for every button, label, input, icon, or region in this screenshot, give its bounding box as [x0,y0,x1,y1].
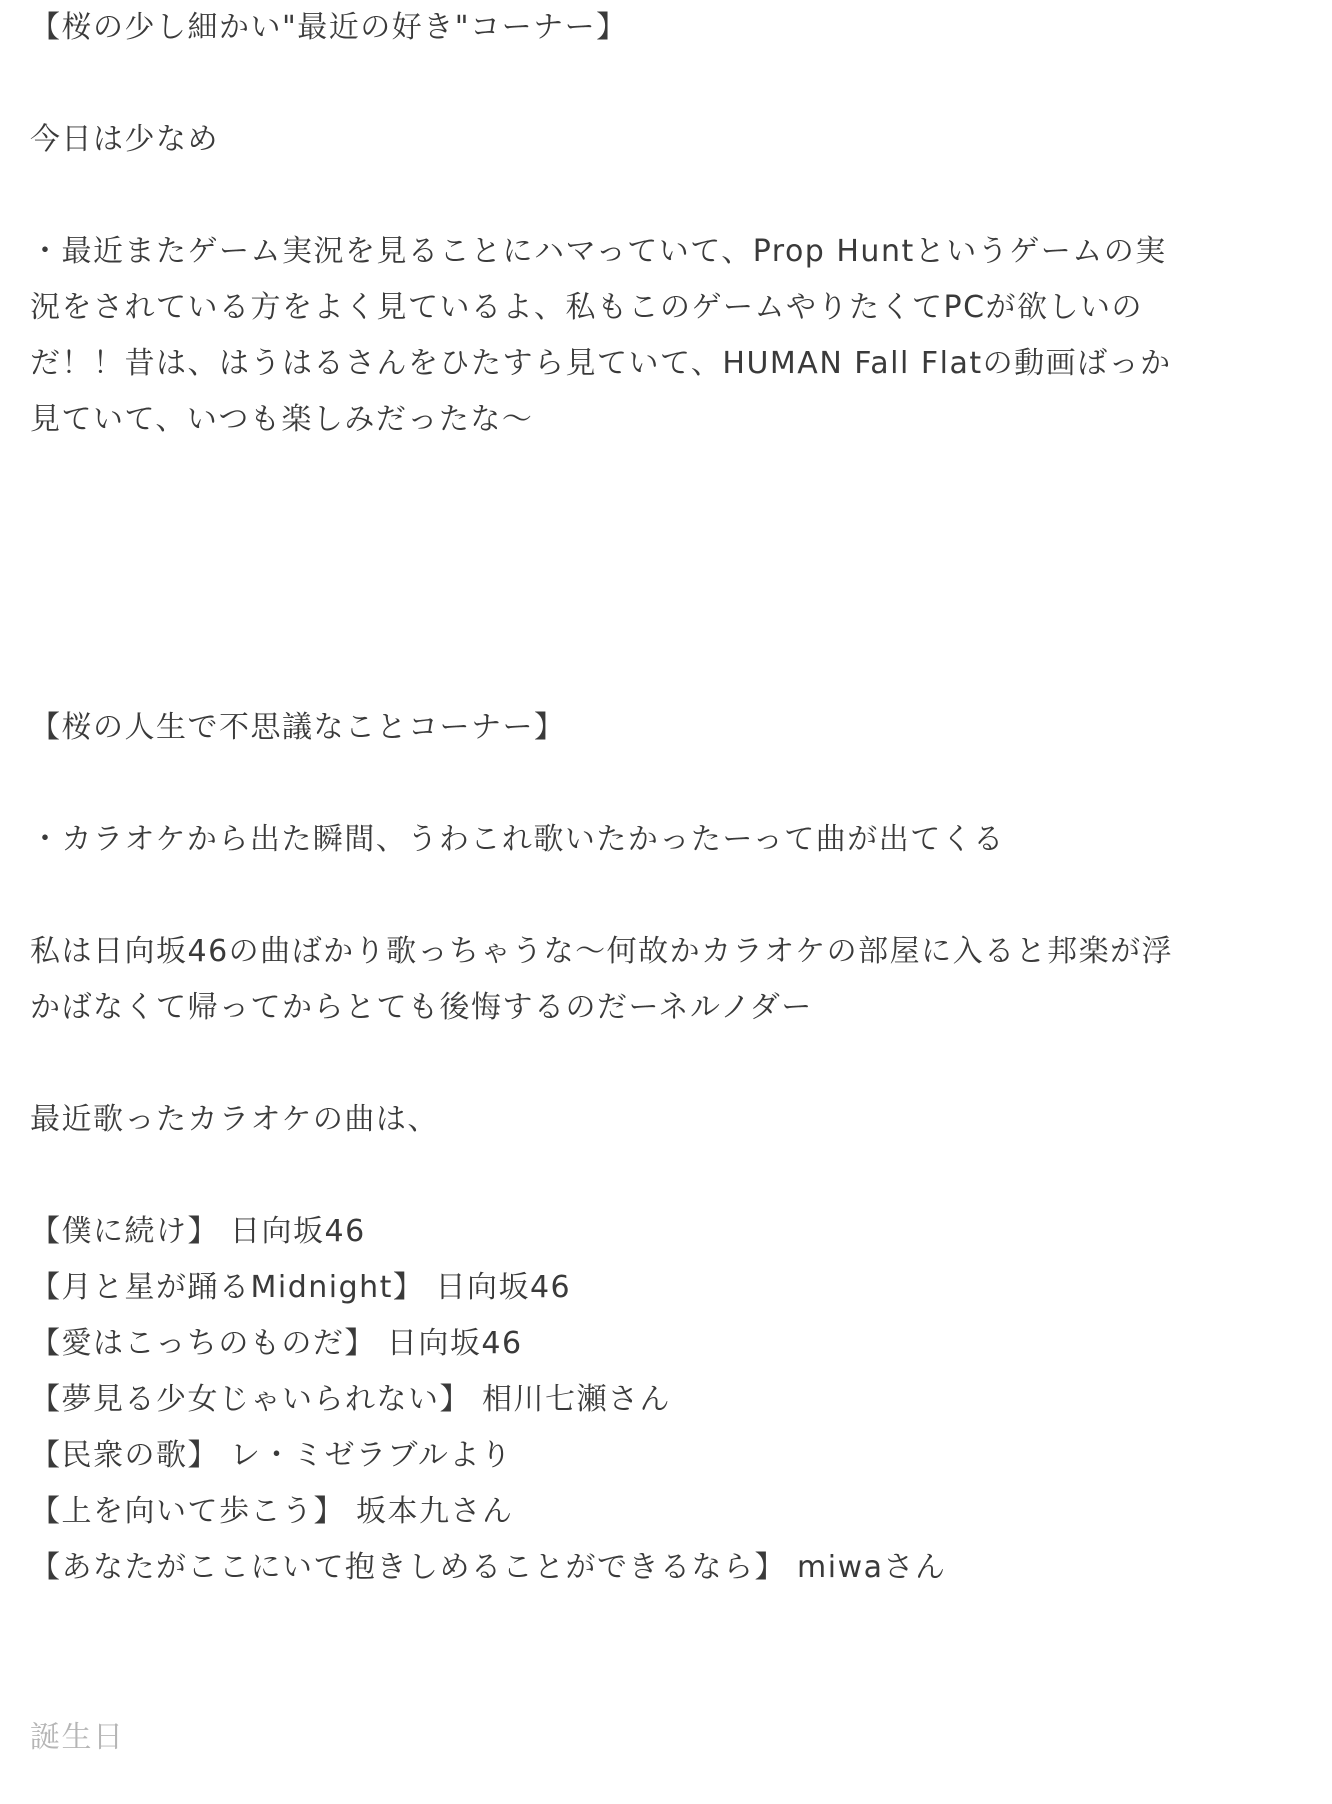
cutoff-text: 誕生日 [30,1720,125,1755]
song-item: 【民衆の歌】 レ・ミゼラブルより [30,1438,513,1473]
point-text: ・カラオケから出た瞬間、うわこれ歌いたかったーって曲が出てくる [30,822,1005,857]
corner-heading-mysteries: 【桜の人生で不思議なことコーナー】 [30,710,566,745]
spacer [30,448,1300,700]
spacer [30,1596,1300,1652]
spacer [30,168,1300,224]
spacer [30,56,1300,112]
song-item: 【上を向いて歩こう】 坂本九さん [30,1494,514,1529]
spacer [30,1036,1300,1092]
song-item: 【月と星が踊るMidnight】 日向坂46 [30,1270,572,1305]
spacer [30,756,1300,812]
song-item: 【あなたがここにいて抱きしめることができるなら】 miwaさん [30,1550,947,1585]
paragraph-line: 況をされている方をよく見ているよ、私もこのゲームやりたくてPCが欲しいの [30,290,1144,325]
song-item: 【僕に続け】 日向坂46 [30,1214,366,1249]
songs-intro: 最近歌ったカラオケの曲は、 [30,1102,439,1137]
spacer [30,1148,1300,1204]
song-item: 【愛はこっちのものだ】 日向坂46 [30,1326,523,1361]
song-list [30,1204,1300,1596]
blog-article [30,0,1300,1758]
paragraph-line: だ！！昔は、はうはるさんをひたすら見ていて、HUMAN Fall Flatの動画ばっか [30,346,1172,381]
spacer [30,868,1300,924]
intro-text: 今日は少なめ [30,122,219,157]
paragraph-line: 見ていて、いつも楽しみだったな〜 [30,402,534,437]
paragraph-line: 私は日向坂46の曲ばかり歌っちゃうな〜何故かカラオケの部屋に入ると邦楽が浮 [30,934,1174,969]
paragraph-line: かばなくて帰ってからとても後悔するのだーネルノダー [30,990,813,1025]
paragraph-line: ・最近またゲーム実況を見ることにハマっていて、Prop Huntというゲームの実 [30,234,1167,269]
corner-heading-favorites: 【桜の少し細かい"最近の好き"コーナー】 [30,10,628,45]
spacer [30,1652,1300,1708]
song-item: 【夢見る少女じゃいられない】 相川七瀬さん [30,1382,672,1417]
